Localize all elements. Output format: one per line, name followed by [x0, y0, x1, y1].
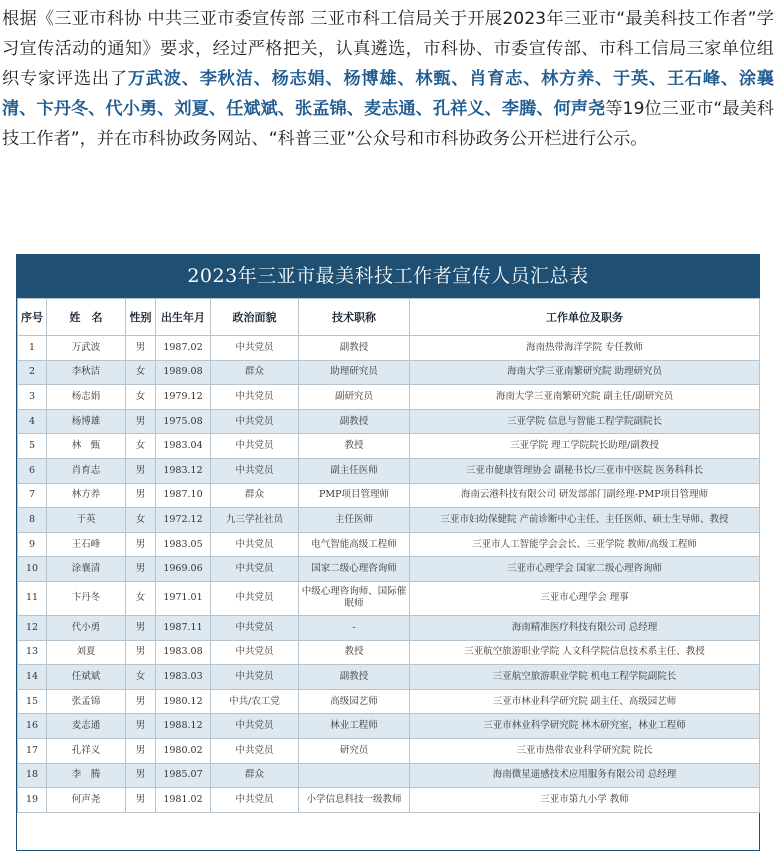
- cell-politics: 中共党员: [211, 458, 299, 483]
- cell-title: 国家二级心理咨询师: [299, 557, 410, 582]
- cell-name: 林方养: [47, 483, 126, 508]
- cell-birth: 1971.01: [156, 581, 211, 615]
- cell-unit: 海南云港科技有限公司 研发部部门副经理-PMP项目管理师: [410, 483, 760, 508]
- cell-unit: 三亚航空旅游职业学院 人文科学院信息技术系主任、教授: [410, 640, 760, 665]
- cell-title: 林业工程师: [299, 714, 410, 739]
- cell-politics: 中共党员: [211, 409, 299, 434]
- cell-birth: 1985.07: [156, 763, 211, 788]
- cell-title: 教授: [299, 640, 410, 665]
- cell-unit: 三亚市热带农业科学研究院 院长: [410, 738, 760, 763]
- cell-title: 副教授: [299, 665, 410, 690]
- cell-gender: 男: [126, 689, 156, 714]
- cell-unit: 海南大学三亚南繁研究院 副主任/副研究员: [410, 385, 760, 410]
- summary-table-container: [16, 254, 760, 851]
- cell-name: 卞丹冬: [47, 581, 126, 615]
- cell-seq: 15: [18, 689, 47, 714]
- cell-title: -: [299, 615, 410, 640]
- table-header-row: [18, 299, 760, 336]
- cell-birth: 1981.02: [156, 788, 211, 813]
- cell-seq: 19: [18, 788, 47, 813]
- cell-gender: 女: [126, 508, 156, 533]
- cell-gender: 男: [126, 738, 156, 763]
- cell-politics: 群众: [211, 763, 299, 788]
- cell-seq: 3: [18, 385, 47, 410]
- cell-name: 涂襄清: [47, 557, 126, 582]
- cell-politics: 中共/农工党: [211, 689, 299, 714]
- cell-politics: 九三学社社员: [211, 508, 299, 533]
- cell-title: 小学信息科技一级教师: [299, 788, 410, 813]
- cell-unit: 三亚市第九小学 教师: [410, 788, 760, 813]
- cell-name: 李 腾: [47, 763, 126, 788]
- cell-birth: 1983.08: [156, 640, 211, 665]
- table-row: [18, 615, 760, 640]
- cell-birth: 1987.02: [156, 336, 211, 361]
- cell-gender: 男: [126, 532, 156, 557]
- cell-name: 张孟锦: [47, 689, 126, 714]
- cell-seq: 12: [18, 615, 47, 640]
- table-row: [18, 336, 760, 361]
- cell-seq: 9: [18, 532, 47, 557]
- cell-politics: 群众: [211, 360, 299, 385]
- cell-birth: 1989.08: [156, 360, 211, 385]
- cell-birth: 1980.12: [156, 689, 211, 714]
- table-row: [18, 714, 760, 739]
- cell-title: 助理研究员: [299, 360, 410, 385]
- cell-seq: 17: [18, 738, 47, 763]
- cell-title: 副主任医师: [299, 458, 410, 483]
- table-row: [18, 665, 760, 690]
- cell-politics: 中共党员: [211, 714, 299, 739]
- header-politics: 政治面貌: [211, 299, 299, 336]
- cell-unit: 海南精准医疗科技有限公司 总经理: [410, 615, 760, 640]
- cell-politics: 中共党员: [211, 336, 299, 361]
- cell-title: 电气智能高级工程师: [299, 532, 410, 557]
- table-row: [18, 508, 760, 533]
- cell-birth: 1980.02: [156, 738, 211, 763]
- cell-title: [299, 763, 410, 788]
- intro-paragraph: [2, 4, 774, 154]
- cell-unit: 三亚市林业科学研究院 林木研究室，林业工程师: [410, 714, 760, 739]
- cell-seq: 16: [18, 714, 47, 739]
- cell-gender: 男: [126, 763, 156, 788]
- table-row: [18, 738, 760, 763]
- cell-politics: 中共党员: [211, 738, 299, 763]
- cell-title: 教授: [299, 434, 410, 459]
- cell-gender: 女: [126, 665, 156, 690]
- cell-birth: 1979.12: [156, 385, 211, 410]
- cell-politics: 中共党员: [211, 615, 299, 640]
- cell-gender: 女: [126, 385, 156, 410]
- cell-unit: 三亚航空旅游职业学院 机电工程学院副院长: [410, 665, 760, 690]
- cell-unit: 三亚市人工智能学会会长、三亚学院 教师/高级工程师: [410, 532, 760, 557]
- table-row: [18, 458, 760, 483]
- intro-prefix: 根据《三亚市科协 中共三亚市委宣传部 三亚市科工信局关于开展2023年三亚市“最美科技工作者”学习宣传活动的通知》要求，经过严格把关，认真遴选，市科协、市委宣传部、市科工信局三家单位组织专家评选出了: [2, 9, 774, 89]
- cell-politics: 中共党员: [211, 665, 299, 690]
- cell-gender: 男: [126, 557, 156, 582]
- cell-birth: 1983.03: [156, 665, 211, 690]
- intro-names: 万武波、李秋洁、杨志娟、杨博雄、林甄、肖育志、林方养、于英、王石峰、涂襄清、卞丹冬、代小勇、刘夏、任斌斌、张孟锦、麦志通、孔祥义、李腾、何声尧: [2, 69, 774, 119]
- cell-name: 万武波: [47, 336, 126, 361]
- cell-gender: 男: [126, 483, 156, 508]
- cell-birth: 1988.12: [156, 714, 211, 739]
- cell-unit: 三亚市妇幼保健院 产前诊断中心主任、主任医师、硕士生导师、教授: [410, 508, 760, 533]
- cell-name: 刘夏: [47, 640, 126, 665]
- cell-unit: 海南微星遥感技术应用服务有限公司 总经理: [410, 763, 760, 788]
- cell-politics: 中共党员: [211, 532, 299, 557]
- cell-seq: 1: [18, 336, 47, 361]
- cell-politics: 中共党员: [211, 581, 299, 615]
- cell-name: 麦志通: [47, 714, 126, 739]
- header-gender: 性别: [126, 299, 156, 336]
- cell-name: 代小勇: [47, 615, 126, 640]
- cell-name: 林 甄: [47, 434, 126, 459]
- cell-politics: 中共党员: [211, 434, 299, 459]
- cell-birth: 1969.06: [156, 557, 211, 582]
- cell-seq: 8: [18, 508, 47, 533]
- cell-unit: 三亚市健康管理协会 副秘书长/三亚市中医院 医务科科长: [410, 458, 760, 483]
- cell-gender: 女: [126, 434, 156, 459]
- header-title: 技术职称: [299, 299, 410, 336]
- cell-seq: 11: [18, 581, 47, 615]
- table-row: [18, 360, 760, 385]
- cell-politics: 中共党员: [211, 557, 299, 582]
- table-row: [18, 763, 760, 788]
- cell-name: 何声尧: [47, 788, 126, 813]
- cell-gender: 男: [126, 336, 156, 361]
- cell-birth: 1983.12: [156, 458, 211, 483]
- cell-gender: 男: [126, 640, 156, 665]
- table-row: [18, 640, 760, 665]
- cell-seq: 4: [18, 409, 47, 434]
- intro-suffix: 等19位三亚市“最美科技工作者”，并在市科协政务网站、“科普三亚”公众号和市科协政务公开栏进行公示。: [2, 99, 774, 149]
- cell-unit: 海南热带海洋学院 专任教师: [410, 336, 760, 361]
- cell-gender: 男: [126, 714, 156, 739]
- cell-politics: 中共党员: [211, 788, 299, 813]
- cell-unit: 三亚学院 理工学院院长助理/副教授: [410, 434, 760, 459]
- table-row: [18, 689, 760, 714]
- cell-title: 高级园艺师: [299, 689, 410, 714]
- cell-name: 孔祥义: [47, 738, 126, 763]
- cell-name: 杨博雄: [47, 409, 126, 434]
- cell-birth: 1987.10: [156, 483, 211, 508]
- table-row: [18, 483, 760, 508]
- cell-seq: 14: [18, 665, 47, 690]
- cell-title: 副教授: [299, 336, 410, 361]
- cell-politics: 群众: [211, 483, 299, 508]
- cell-title: 副研究员: [299, 385, 410, 410]
- table-title: 2023年三亚市最美科技工作者宣传人员汇总表: [17, 255, 759, 298]
- cell-title: 主任医师: [299, 508, 410, 533]
- cell-unit: 海南大学三亚南繁研究院 助理研究员: [410, 360, 760, 385]
- cell-seq: 2: [18, 360, 47, 385]
- cell-unit: 三亚市心理学会 理事: [410, 581, 760, 615]
- table-row: [18, 557, 760, 582]
- cell-unit: 三亚学院 信息与智能工程学院副院长: [410, 409, 760, 434]
- cell-politics: 中共党员: [211, 385, 299, 410]
- table-row: [18, 409, 760, 434]
- cell-gender: 男: [126, 788, 156, 813]
- cell-title: 副教授: [299, 409, 410, 434]
- cell-gender: 男: [126, 458, 156, 483]
- header-unit: 工作单位及职务: [410, 299, 760, 336]
- header-birth: 出生年月: [156, 299, 211, 336]
- cell-birth: 1972.12: [156, 508, 211, 533]
- cell-seq: 13: [18, 640, 47, 665]
- cell-seq: 18: [18, 763, 47, 788]
- header-name: 姓 名: [47, 299, 126, 336]
- cell-name: 于英: [47, 508, 126, 533]
- cell-seq: 7: [18, 483, 47, 508]
- cell-gender: 男: [126, 615, 156, 640]
- cell-birth: 1975.08: [156, 409, 211, 434]
- cell-title: PMP项目管理师: [299, 483, 410, 508]
- cell-name: 李秋洁: [47, 360, 126, 385]
- cell-name: 杨志娟: [47, 385, 126, 410]
- cell-unit: 三亚市林业科学研究院 副主任、高级园艺师: [410, 689, 760, 714]
- cell-unit: 三亚市心理学会 国家二级心理咨询师: [410, 557, 760, 582]
- cell-birth: 1983.05: [156, 532, 211, 557]
- cell-name: 王石峰: [47, 532, 126, 557]
- cell-birth: 1983.04: [156, 434, 211, 459]
- cell-name: 任斌斌: [47, 665, 126, 690]
- table-row: [18, 434, 760, 459]
- summary-table: [17, 298, 760, 813]
- table-row: [18, 788, 760, 813]
- cell-seq: 10: [18, 557, 47, 582]
- table-row: [18, 581, 760, 615]
- cell-title: 中级心理咨询师、国际催眠师: [299, 581, 410, 615]
- cell-seq: 6: [18, 458, 47, 483]
- cell-gender: 女: [126, 360, 156, 385]
- header-seq: 序号: [18, 299, 47, 336]
- cell-politics: 中共党员: [211, 640, 299, 665]
- cell-title: 研究员: [299, 738, 410, 763]
- table-row: [18, 532, 760, 557]
- cell-birth: 1987.11: [156, 615, 211, 640]
- cell-gender: 女: [126, 581, 156, 615]
- cell-seq: 5: [18, 434, 47, 459]
- cell-name: 肖育志: [47, 458, 126, 483]
- cell-gender: 男: [126, 409, 156, 434]
- table-row: [18, 385, 760, 410]
